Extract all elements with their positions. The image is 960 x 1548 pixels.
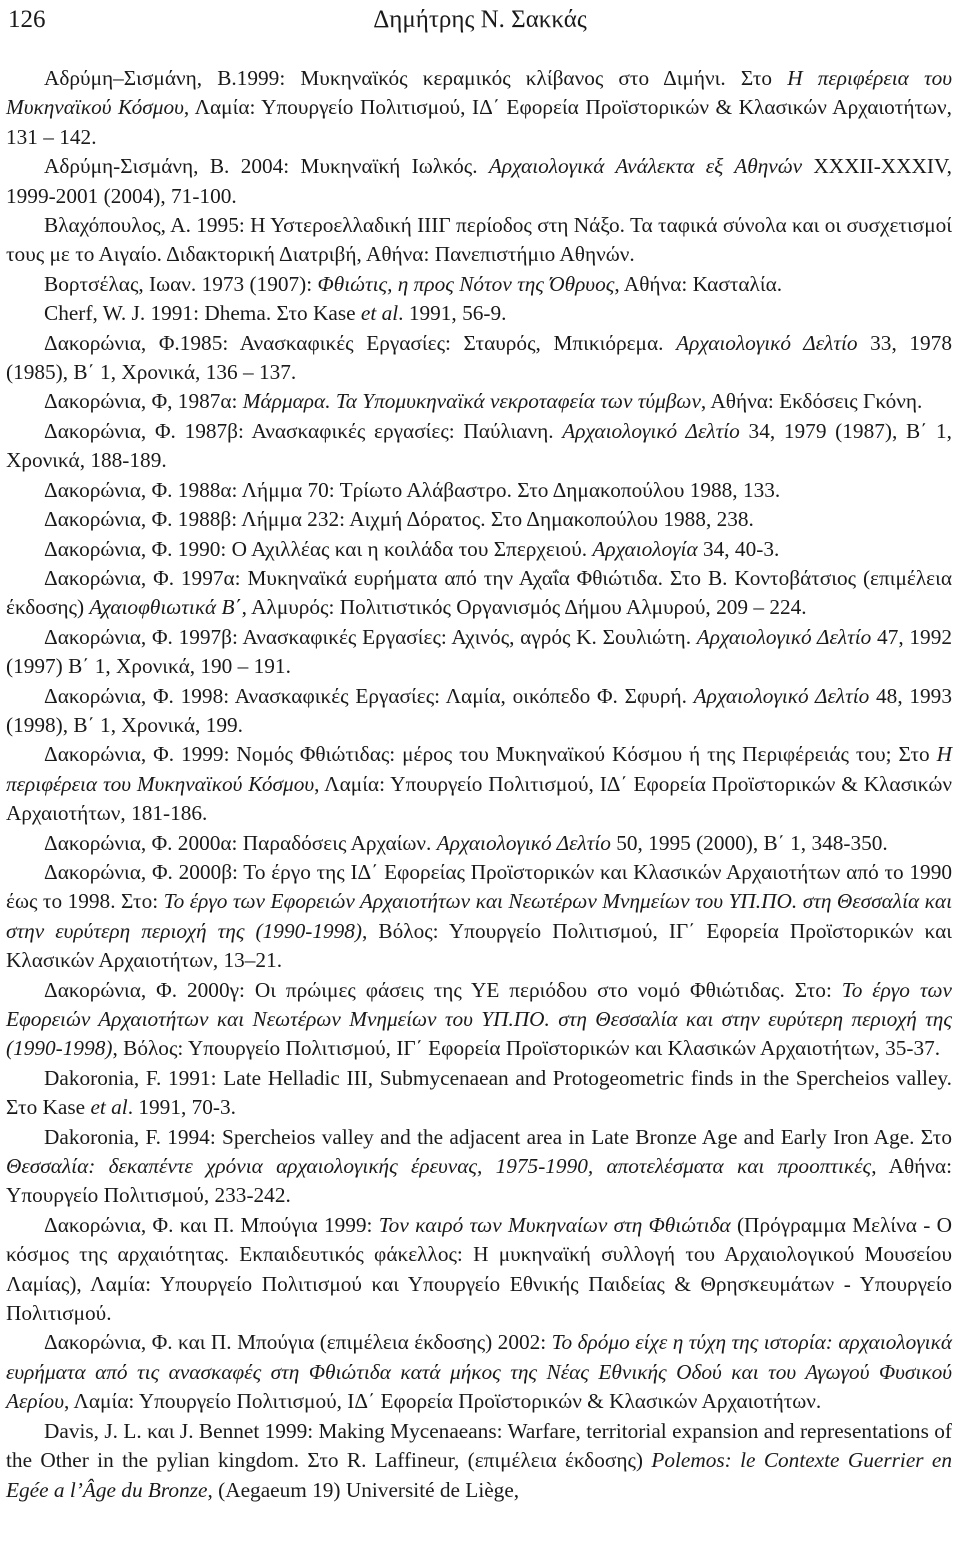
entry-text: Αδρύμη-Σισμάνη, Β. 2004: Μυκηναϊκή Ιωλκός. <box>44 154 489 179</box>
entry-text: Δακορώνια, Φ. 2000γ: Οι πρώιμες φάσεις της ΥΕ περιόδου στο νομό Φθιώτιδας. Στο: <box>44 977 842 1002</box>
bibliography-entry <box>6 976 952 1064</box>
entry-text: Davis, J. L. και J. Bennet 1999: Making Mycenaeans: Warfare, territorial expansion and representations of the Other in the pylian kingdom. Στο R. Laffineur, (επιμέλεια έκδοσης) <box>6 1418 952 1473</box>
entry-text: Cherf, W. J. 1991: Dhema. Στο Kase <box>44 301 361 326</box>
entry-text: Αδρύμη–Σισμάνη, Β.1999: Μυκηναϊκός κεραμικός κλίβανος στο Διμήνι. Στο <box>44 66 788 90</box>
bibliography-entry <box>6 299 952 328</box>
entry-text: (Πρόγραμμα Μελίνα - Ο κόσμος της αρχαιότητας. Εκπαιδευτικός φάκελλος: Η μυκηναϊκή συλλογή του Αρχαιολογικού Μουσείου Λαμίας), Λαμία: Υπουργείο Πολιτισμού και Υπουργείο Εθνικής Παιδείας & Θρησκευμάτων - Υπουργείο Πολιτισμού. <box>6 1212 952 1326</box>
entry-text: 34, 40-3. <box>697 536 780 561</box>
entry-text: Δακορώνια, Φ. 1988β: Λήμμα 232: Αιχμή Δόρατος. Στο Δημακοπούλου 1988, 238. <box>44 507 754 532</box>
bibliography-entry <box>6 829 952 858</box>
entry-text: Δακορώνια, Φ. 1999: Νομός Φθιώτιδας: μέρος του Μυκηναϊκού Κόσμου ή της Περιφέρειάς του; Στο <box>44 742 937 767</box>
entry-title-italic: Αχαιοφθιωτικά Β΄ <box>89 595 242 620</box>
entry-text: Δακορώνια, Φ. και Π. Μπούγια (επιμέλεια έκδοσης) 2002: <box>44 1330 552 1355</box>
entry-text: , Λαμία: Υπουργείο Πολιτισμού, ΙΔ΄ Εφορεία Προϊστορικών & Κλασικών Αρχαιοτήτων, 131 – 142. <box>6 95 952 149</box>
entry-title-italic: Η περιφέρεια του Μυκηναϊκού Κόσμου <box>6 66 952 120</box>
entry-title-italic: Αρχαιολογικό Δελτίο <box>676 330 858 355</box>
entry-text: . 1991, 56-9. <box>398 301 507 326</box>
entry-title-italic: Το έργο των Εφορειών Αρχαιοτήτων και Νεωτέρων Μνημείων του ΥΠ.ΠΟ. στη Θεσσαλία και στην ευρύτερη περιοχή της (1990-1998) <box>6 889 953 943</box>
bibliography-entry <box>6 682 952 741</box>
entry-text: Δακορώνια, Φ. 1990: Ο Αχιλλέας και η κοιλάδα του Σπερχειού. <box>44 536 593 561</box>
bibliography-list <box>6 64 952 1505</box>
entry-text: 50, 1995 (2000), Β΄ 1, 348-350. <box>610 830 888 855</box>
running-head: Δημήτρης Ν. Σακκάς <box>373 6 587 33</box>
bibliography-entry <box>6 1211 952 1329</box>
entry-text: , Αλμυρός: Πολιτιστικός Οργανισμός Δήμου Αλμυρού, 209 – 224. <box>241 595 807 620</box>
entry-title-italic: Αρχαιολογικό Δελτίο <box>562 418 740 443</box>
entry-text: , (Aegaeum 19) Université de Liège, <box>207 1477 520 1502</box>
entry-text: Δακορώνια, Φ. και Π. Μπούγια 1999: <box>44 1212 379 1237</box>
entry-text: Δακορώνια, Φ. 1997α: Μυκηναϊκά ευρήματα από την Αχαΐα Φθιώτιδα. Στο Β. Κοντοβάτσιος (επιμέλεια έκδοσης) <box>6 565 952 620</box>
entry-text: , Αθήνα: Κασταλία. <box>614 271 783 296</box>
bibliography-entry <box>6 1064 952 1123</box>
entry-text: 34, 1979 (1987), Β΄ 1, Χρονικά, 188-189. <box>6 418 952 473</box>
entry-title-italic: Αρχαιολογία <box>592 536 698 561</box>
page-number: 126 <box>8 6 46 33</box>
entry-text: Δακορώνια, Φ.1985: Ανασκαφικές Εργασίες: Σταυρός, Μπικιόρεμα. <box>44 330 677 355</box>
bibliography-entry <box>6 1328 952 1416</box>
entry-title-italic: et al <box>90 1095 128 1120</box>
bibliography-entry <box>6 329 952 388</box>
entry-text: Δακορώνια, Φ. 1988α: Λήμμα 70: Τρίωτο Αλάβαστρο. Στο Δημακοπούλου 1988, 133. <box>44 477 781 502</box>
entry-title-italic: Polemos: le Contexte Guerrier en Egée a l’Âge du Bronze <box>6 1448 952 1502</box>
entry-text: Δακορώνια, Φ. 1998: Ανασκαφικές Εργασίες: Λαμία, οικόπεδο Φ. Σφυρή. <box>44 683 694 708</box>
entry-text: Δακορώνια, Φ. 2000α: Παραδόσεις Αρχαίων. <box>44 830 437 855</box>
entry-title-italic: Αρχαιολογικό Δελτίο <box>693 683 870 708</box>
entry-title-italic: Αρχαιολογικό Δελτίο <box>696 624 872 649</box>
entry-text: 33, 1978 (1985), Β΄ 1, Χρονικά, 136 – 137. <box>6 330 952 385</box>
entry-text: 47, 1992 (1997) Β΄ 1, Χρονικά, 190 – 191. <box>6 624 952 679</box>
entry-title-italic: et al <box>360 301 399 326</box>
page-header <box>6 2 954 42</box>
entry-text: , Βόλος: Υπουργείο Πολιτισμού, ΙΓ΄ Εφορεία Προϊστορικών και Κλασικών Αρχαιοτήτων, 13–21. <box>6 918 952 973</box>
entry-text: Dakoronia, F. 1991: Late Helladic III, Submycenaean and Protogeometric finds in the Spercheios valley. Στο Kase <box>6 1065 952 1120</box>
entry-text: , Αθήνα: Υπουργείο Πολιτισμού, 233-242. <box>6 1154 952 1208</box>
bibliography-entry <box>6 564 952 623</box>
entry-title-italic: Το έργο των Εφορειών Αρχαιοτήτων και Νεωτέρων Μνημείων του ΥΠ.ΠΟ. στη Θεσσαλία και στην ευρύτερη περιοχή της (1990-1998) <box>6 977 952 1061</box>
entry-title-italic: Φθιώτις, η προς Νότον της Όθρυος <box>317 271 615 296</box>
bibliography-entry <box>6 1123 952 1211</box>
entry-text: , Αθήνα: Εκδόσεις Γκόνη. <box>700 389 923 414</box>
entry-text: , Λαμία: Υπουργείο Πολιτισμού, ΙΔ΄ Εφορεία Προϊστορικών & Κλασικών Αρχαιοτήτων, 181-186. <box>6 771 952 826</box>
bibliography-entry <box>6 152 952 211</box>
bibliography-entry <box>6 1417 952 1505</box>
entry-text: Βλαχόπουλος, Α. 1995: Η Υστεροελλαδική ΙΙΙΓ περίοδος στη Νάξο. Τα ταφικά σύνολα και οι συσχετισμοί τους με το Αιγαίο. Διδακτορική Διατριβή, Αθήνα: Πανεπιστήμιο Αθηνών. <box>6 213 952 267</box>
entry-text: Δακορώνια, Φ, 1987α: <box>44 389 243 414</box>
entry-text: Δακορώνια, Φ. 1997β: Ανασκαφικές Εργασίες: Αχινός, αγρός Κ. Σουλιώτη. <box>44 624 697 649</box>
entry-text: XXXII-XXXIV, 1999-2001 (2004), 71-100. <box>6 154 952 208</box>
entry-text: . 1991, 70-3. <box>127 1095 236 1120</box>
entry-title-italic: Τον καιρό των Μυκηναίων στη Φθιώτιδα <box>378 1212 731 1237</box>
entry-text: Δακορώνια, Φ. 2000β: Το έργο της ΙΔ΄ Εφορείας Προϊστορικών και Κλασικών Αρχαιοτήτων από το 1990 έως το 1998. Στο: <box>6 859 952 914</box>
entry-title-italic: Αρχαιολογικά Ανάλεκτα εξ Αθηνών <box>488 154 803 179</box>
bibliography-entry <box>6 211 952 270</box>
bibliography-entry <box>6 417 952 476</box>
entry-title-italic: Η περιφέρεια του Μυκηναϊκού Κόσμου <box>6 742 952 796</box>
entry-title-italic: Θεσσαλία: δεκαπέντε χρόνια αρχαιολογικής έρευνας, 1975-1990, αποτελέσματα και προοπτικές <box>6 1154 872 1179</box>
bibliography-entry <box>6 387 952 416</box>
bibliography-entry <box>6 505 952 534</box>
bibliography-entry <box>6 476 952 505</box>
entry-text: , Λαμία: Υπουργείο Πολιτισμού, ΙΔ΄ Εφορεία Προϊστορικών & Κλασικών Αρχαιοτήτων. <box>63 1389 822 1414</box>
entry-title-italic: Το δρόμο είχε η τύχη της ιστορία: αρχαιολογικά ευρήματα από τις ανασκαφές στη Φθιώτιδα κατά μήκος της Νέας Εθνικής Οδού και του Αγωγού Φυσικού Αερίου <box>6 1330 952 1414</box>
entry-title-italic: Αρχαιολογικό Δελτίο <box>436 830 611 855</box>
entry-text: Dakoronia, F. 1994: Spercheios valley and the adjacent area in Late Bronze Age and Early Iron Age. Στο <box>44 1124 952 1149</box>
entry-title-italic: Μάρμαρα. Τα Υπομυκηναϊκά νεκροταφεία των τύμβων <box>242 389 701 414</box>
bibliography-entry <box>6 623 952 682</box>
entry-text: 48, 1993 (1998), Β΄ 1, Χρονικά, 199. <box>6 683 952 737</box>
bibliography-entry <box>6 858 952 976</box>
bibliography-entry <box>6 64 952 152</box>
bibliography-entry <box>6 740 952 828</box>
entry-text: Βορτσέλας, Ιωαν. 1973 (1907): <box>44 271 318 296</box>
bibliography-entry <box>6 270 952 299</box>
entry-text: Δακορώνια, Φ. 1987β: Ανασκαφικές εργασίες: Παύλιανη. <box>44 418 563 443</box>
entry-text: , Βόλος: Υπουργείο Πολιτισμού, ΙΓ΄ Εφορεία Προϊστορικών και Κλασικών Αρχαιοτήτων, 35-37. <box>112 1036 941 1061</box>
bibliography-entry <box>6 535 952 564</box>
